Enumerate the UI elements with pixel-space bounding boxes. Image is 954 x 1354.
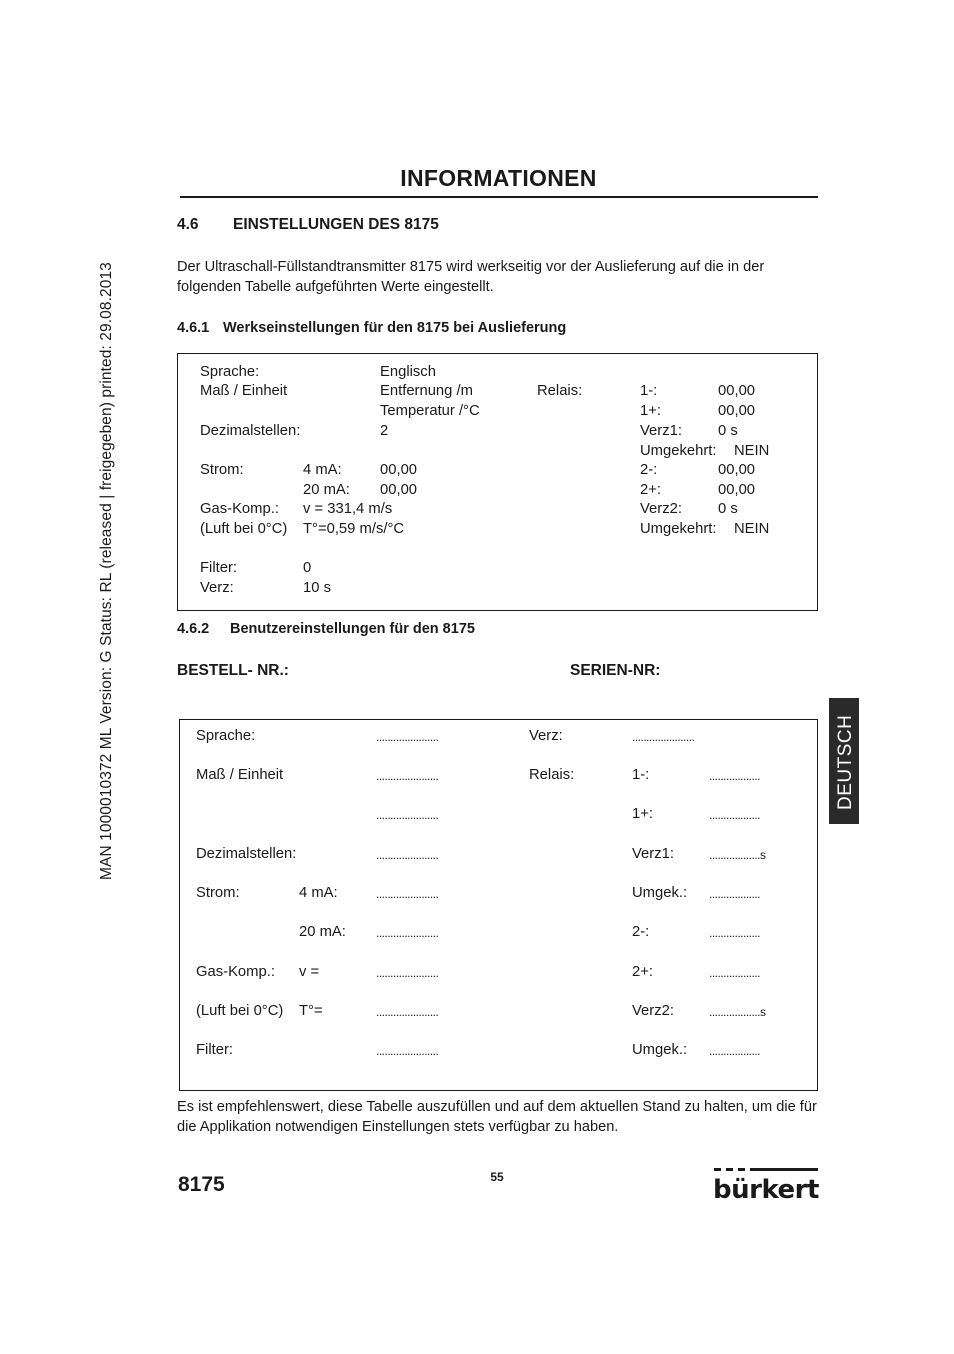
label-sprache: Sprache: — [200, 364, 260, 380]
serien-nr-label: SERIEN-NR: — [570, 662, 661, 679]
user-field-4ma: ...................... — [376, 887, 439, 901]
svg-text:bürkert: bürkert — [713, 1175, 819, 1202]
user-field-sprache: ...................... — [376, 730, 439, 744]
user-field-umgek-1: .................. — [709, 887, 761, 901]
user-label-20ma: 20 mA: — [299, 924, 346, 940]
burkert-logo — [712, 1166, 820, 1207]
value-entfernung: Entfernung /m — [380, 383, 473, 399]
value-sprache: Englisch — [380, 364, 436, 380]
factory-settings-table — [177, 353, 818, 611]
outro-paragraph: Es ist empfehlenswert, diese Tabelle auszufüllen und auf dem aktuellen Stand zu halten, um die für die Applikation notwendigen Einstellungen stets verfügbar zu haben. — [177, 1099, 817, 1135]
value-umgekehrt-2: NEIN — [734, 521, 770, 537]
page-title: INFORMATIONEN — [400, 165, 597, 191]
user-field-verz1: ..................s — [709, 848, 766, 862]
label-verz1: Verz1: — [640, 423, 682, 439]
value-gas-komp: v = 331,4 m/s — [303, 501, 393, 517]
label-4ma: 4 mA: — [303, 462, 342, 478]
value-dezimalstellen: 2 — [380, 423, 389, 439]
label-relais: Relais: — [537, 383, 583, 399]
page-number: 55 — [490, 1170, 504, 1184]
user-label-umgek-2: Umgek.: — [632, 1042, 688, 1058]
user-field-mass-1: ...................... — [376, 769, 439, 783]
user-label-gas-komp: Gas-Komp.: — [196, 964, 275, 980]
user-label-dezimalstellen: Dezimalstellen: — [196, 846, 297, 862]
intro-paragraph: Der Ultraschall-Füllstandtransmitter 8175 wird werkseitig vor der Auslieferung auf die in der folgenden Tabelle aufgeführten Werte eingestellt. — [177, 259, 765, 295]
user-label-relais: Relais: — [529, 767, 575, 783]
label-verz: Verz: — [200, 580, 234, 596]
footer-model: 8175 — [178, 1173, 225, 1196]
value-20ma: 00,00 — [380, 482, 418, 498]
user-label-umgek-1: Umgek.: — [632, 885, 688, 901]
subsection-2-number: 4.6.2 — [177, 621, 210, 637]
user-label-verz1: Verz1: — [632, 846, 674, 862]
section-title: EINSTELLUNGEN DES 8175 — [233, 216, 439, 233]
label-umgekehrt-2: Umgekehrt: — [640, 521, 717, 537]
value-relais-1-plus: 00,00 — [718, 403, 756, 419]
user-label-sprache: Sprache: — [196, 728, 256, 744]
user-field-dezimalstellen: ...................... — [376, 848, 439, 862]
user-field-relais-1-minus: .................. — [709, 769, 761, 783]
user-label-luft: (Luft bei 0°C) — [196, 1003, 284, 1019]
label-strom: Strom: — [200, 462, 244, 478]
value-umgekehrt-1: NEIN — [734, 443, 770, 459]
bestell-nr-label: BESTELL- NR.: — [177, 662, 289, 679]
user-field-gas-v: ...................... — [376, 966, 439, 980]
user-field-verz: ...................... — [632, 730, 695, 744]
label-relais-1-plus: 1+: — [640, 403, 661, 419]
title-rule — [180, 196, 818, 198]
value-relais-2-plus: 00,00 — [718, 482, 756, 498]
user-field-relais-2-minus: .................. — [709, 926, 761, 940]
value-verz2: 0 s — [718, 501, 738, 517]
label-gas-komp: Gas-Komp.: — [200, 501, 279, 517]
value-temperatur: Temperatur /°C — [380, 403, 480, 419]
value-4ma: 00,00 — [380, 462, 418, 478]
user-label-relais-1-plus: 1+: — [632, 806, 653, 822]
language-tab-label: DEUTSCH — [835, 714, 856, 810]
label-verz2: Verz2: — [640, 501, 682, 517]
value-luft: T°=0,59 m/s/°C — [303, 521, 405, 537]
user-field-filter: ...................... — [376, 1044, 439, 1058]
user-field-luft-t: ...................... — [376, 1005, 439, 1019]
user-field-20ma: ...................... — [376, 926, 439, 940]
subsection-number: 4.6.1 — [177, 320, 210, 336]
burkert-logo-mark — [712, 1166, 820, 1202]
user-field-umgek-2: .................. — [709, 1044, 761, 1058]
subsection-title: Werkseinstellungen für den 8175 bei Auslieferung — [223, 320, 567, 336]
user-label-verz: Verz: — [529, 728, 563, 744]
label-relais-2-minus: 2-: — [640, 462, 658, 478]
value-verz: 10 s — [303, 580, 331, 596]
user-label-verz2: Verz2: — [632, 1003, 674, 1019]
user-field-mass-2: ...................... — [376, 808, 439, 822]
user-field-verz2: ..................s — [709, 1005, 766, 1019]
label-relais-2-plus: 2+: — [640, 482, 661, 498]
user-field-relais-1-plus: .................. — [709, 808, 761, 822]
label-mass-einheit: Maß / Einheit — [200, 383, 288, 399]
label-relais-1-minus: 1-: — [640, 383, 658, 399]
user-label-relais-2-plus: 2+: — [632, 964, 653, 980]
user-label-filter: Filter: — [196, 1042, 233, 1058]
user-label-strom: Strom: — [196, 885, 240, 901]
value-filter: 0 — [303, 560, 312, 576]
user-label-luft-t: T°= — [299, 1003, 323, 1019]
subsection-2-title: Benutzereinstellungen für den 8175 — [230, 621, 475, 637]
label-dezimalstellen: Dezimalstellen: — [200, 423, 301, 439]
user-label-gas-v: v = — [299, 964, 320, 980]
user-settings-table — [179, 719, 818, 1091]
label-20ma: 20 mA: — [303, 482, 350, 498]
label-luft: (Luft bei 0°C) — [200, 521, 288, 537]
value-relais-2-minus: 00,00 — [718, 462, 756, 478]
user-field-relais-2-plus: .................. — [709, 966, 761, 980]
value-relais-1-minus: 00,00 — [718, 383, 756, 399]
document-metadata-sidebar: MAN 1000010372 ML Version: G Status: RL (released | freigegeben) printed: 29.08.2013 — [98, 262, 115, 880]
label-umgekehrt-1: Umgekehrt: — [640, 443, 717, 459]
user-label-mass-einheit: Maß / Einheit — [196, 767, 284, 783]
section-number: 4.6 — [177, 216, 199, 233]
value-verz1: 0 s — [718, 423, 738, 439]
user-label-relais-2-minus: 2-: — [632, 924, 650, 940]
user-label-4ma: 4 mA: — [299, 885, 338, 901]
user-label-relais-1-minus: 1-: — [632, 767, 650, 783]
label-filter: Filter: — [200, 560, 237, 576]
